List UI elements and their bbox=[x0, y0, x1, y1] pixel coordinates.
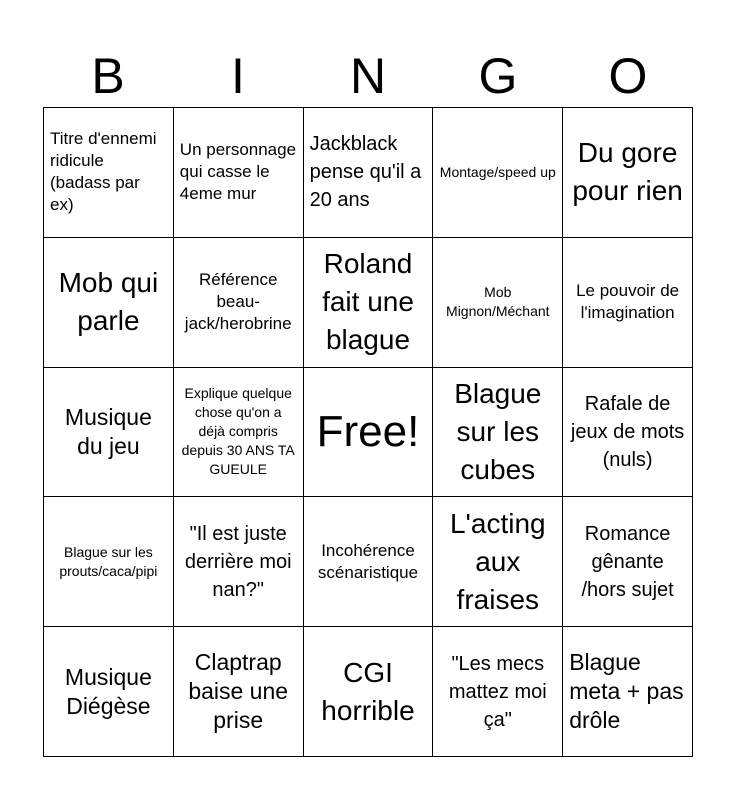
bingo-cell[interactable] bbox=[433, 368, 563, 498]
cell-text: Le pouvoir de l'imagination bbox=[576, 281, 680, 323]
bingo-grid bbox=[43, 107, 693, 757]
cell-text: L'acting aux fraises bbox=[449, 507, 546, 615]
cell-text: Claptrap baise une prise bbox=[188, 649, 289, 734]
cell-text: Mob Mignon/Méchant bbox=[446, 284, 550, 320]
cell-text: Un personnage qui casse le 4eme mur bbox=[179, 140, 297, 204]
cell-text: Blague sur les cubes bbox=[454, 377, 542, 485]
header-letter-o: O bbox=[608, 48, 648, 104]
bingo-cell[interactable] bbox=[433, 238, 563, 368]
bingo-cell[interactable] bbox=[174, 368, 304, 498]
free-space-text: Free! bbox=[316, 406, 420, 456]
cell-text: Titre d'ennemi ridicule (badass par ex) bbox=[50, 129, 157, 215]
bingo-cell[interactable] bbox=[304, 627, 434, 757]
cell-text: Mob qui parle bbox=[58, 267, 159, 337]
bingo-cell-free[interactable] bbox=[304, 368, 434, 498]
cell-text: Blague sur les prouts/caca/pipi bbox=[59, 543, 158, 579]
bingo-cell[interactable] bbox=[433, 627, 563, 757]
cell-text: Référence beau-jack/herobrine bbox=[184, 270, 292, 334]
cell-text: Romance gênante /hors sujet bbox=[581, 522, 674, 601]
bingo-cell[interactable] bbox=[174, 238, 304, 368]
bingo-cell[interactable] bbox=[44, 238, 174, 368]
cell-text: Musique Diégèse bbox=[64, 663, 152, 719]
cell-text: Roland fait une blague bbox=[322, 248, 414, 356]
cell-text: Jackblack pense qu'il a 20 ans bbox=[309, 133, 422, 212]
cell-text: "Il est juste derrière moi nan?" bbox=[184, 522, 292, 601]
cell-text: Incohérence scénaristique bbox=[317, 540, 419, 582]
cell-text: Explique quelque chose qu'on a déjà compris depuis 30 ANS TA GUEULE bbox=[181, 385, 295, 478]
bingo-cell[interactable] bbox=[563, 368, 693, 498]
cell-text: Rafale de jeux de mots (nuls) bbox=[570, 392, 685, 471]
bingo-cell[interactable] bbox=[304, 108, 434, 238]
bingo-cell[interactable] bbox=[563, 497, 693, 627]
cell-text: Du gore pour rien bbox=[572, 137, 683, 207]
bingo-cell[interactable] bbox=[433, 497, 563, 627]
header-letter-b: B bbox=[91, 48, 125, 104]
cell-text: CGI horrible bbox=[321, 656, 415, 726]
cell-text: "Les mecs mattez moi ça" bbox=[448, 652, 547, 731]
header-letter-n: N bbox=[349, 48, 387, 104]
bingo-cell[interactable] bbox=[563, 108, 693, 238]
bingo-cell[interactable] bbox=[44, 627, 174, 757]
bingo-cell[interactable] bbox=[44, 497, 174, 627]
header-letter-g: G bbox=[478, 48, 518, 104]
bingo-cell[interactable] bbox=[433, 108, 563, 238]
bingo-cell[interactable] bbox=[563, 238, 693, 368]
bingo-cell[interactable] bbox=[44, 108, 174, 238]
bingo-cell[interactable] bbox=[174, 497, 304, 627]
bingo-cell[interactable] bbox=[304, 238, 434, 368]
bingo-cell[interactable] bbox=[304, 497, 434, 627]
bingo-cell[interactable] bbox=[44, 368, 174, 498]
bingo-cell[interactable] bbox=[174, 627, 304, 757]
cell-text: Blague meta + pas drôle bbox=[569, 649, 684, 734]
cell-text: Musique du jeu bbox=[64, 403, 152, 459]
cell-text: Montage/speed up bbox=[439, 163, 556, 180]
bingo-cell[interactable] bbox=[563, 627, 693, 757]
bingo-header bbox=[43, 48, 693, 104]
header-letter-i: I bbox=[231, 48, 245, 104]
bingo-cell[interactable] bbox=[174, 108, 304, 238]
